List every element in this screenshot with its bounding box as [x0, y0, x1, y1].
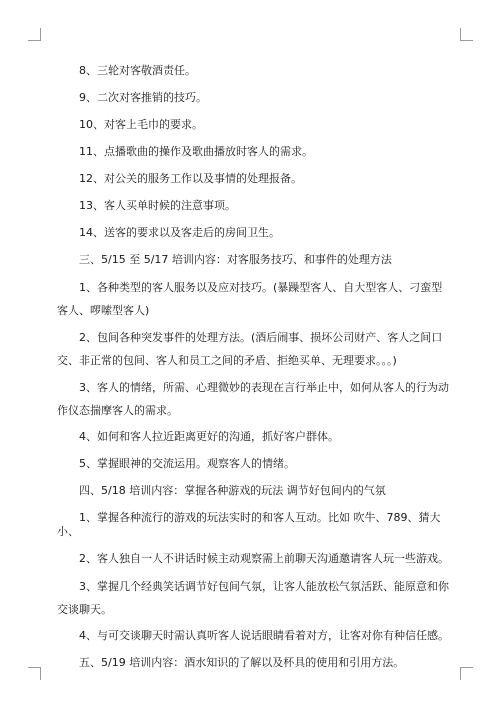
paragraph-section4-item-3: 3、掌握几个经典笑话调节好包间气氛，让客人能放松气氛活跃、能原意和你交谈聊天。	[57, 580, 449, 616]
paragraph-item-8: 8、三轮对客敬酒责任。	[79, 64, 196, 77]
section-heading-5: 五、5/19 培训内容：酒水知识的了解以及杯具的使用和引用方法。	[79, 656, 405, 669]
paragraph-item-14: 14、送客的要求以及客走后的房间卫生。	[79, 226, 280, 239]
paragraph-section3-item-1: 1、各种类型的客人服务以及应对技巧。(暴躁型客人、自大型客人、刁蛮型客人、啰嗦型客人)	[57, 281, 443, 317]
paragraph-item-9: 9、二次对客推销的技巧。	[79, 91, 207, 104]
paragraph-section3-item-4: 4、如何和客人拉近距离更好的沟通，抓好客户群体。	[79, 430, 339, 443]
crop-mark-bottom-right	[460, 667, 473, 680]
paragraph-section3-item-5: 5、掌握眼神的交流运用。观察客人的情绪。	[79, 457, 295, 470]
crop-mark-top-left	[28, 28, 41, 41]
paragraph-item-13: 13、客人买单时候的注意事项。	[79, 199, 236, 212]
document-body	[57, 64, 449, 683]
paragraph-item-11: 11、点播歌曲的操作及歌曲播放时客人的需求。	[79, 145, 313, 158]
paragraph-section4-item-4: 4、与可交谈聊天时需认真听客人说话眼睛看着对方，让客对你有种信任感。	[79, 629, 449, 642]
paragraph-item-12: 12、对公关的服务工作以及事情的处理报备。	[79, 172, 302, 185]
crop-mark-bottom-left	[28, 667, 41, 680]
paragraph-section4-item-1: 1、掌握各种流行的游戏的玩法实时的和客人互动。比如 吹牛、789、猜大小、	[57, 511, 441, 538]
section-heading-3: 三、5/15 至 5/17 培训内容：对客服务技巧、和事件的处理方法	[79, 253, 392, 266]
paragraph-section4-item-2: 2、客人独自一人不讲话时候主动观察需上前聊天沟通邀请客人玩一些游戏。	[79, 552, 449, 565]
crop-mark-top-right	[460, 28, 473, 41]
section-heading-4: 四、5/18 培训内容：掌握各种游戏的玩法 调节好包间内的气氛	[79, 484, 386, 497]
paragraph-section3-item-2: 2、包间各种突发事件的处理方法。(酒后闹事、损坏公司财产、客人之间口交、非正常的包间、客人和员工之间的矛盾、拒绝买单、无理要求。。。)	[57, 331, 443, 367]
paragraph-section3-item-3: 3、客人的情绪，所需、心理微妙的表现在言行举止中，如何从客人的行为动作仪态揣摩客人的需求。	[57, 381, 449, 417]
paragraph-item-10: 10、对客上毛巾的要求。	[79, 118, 203, 131]
